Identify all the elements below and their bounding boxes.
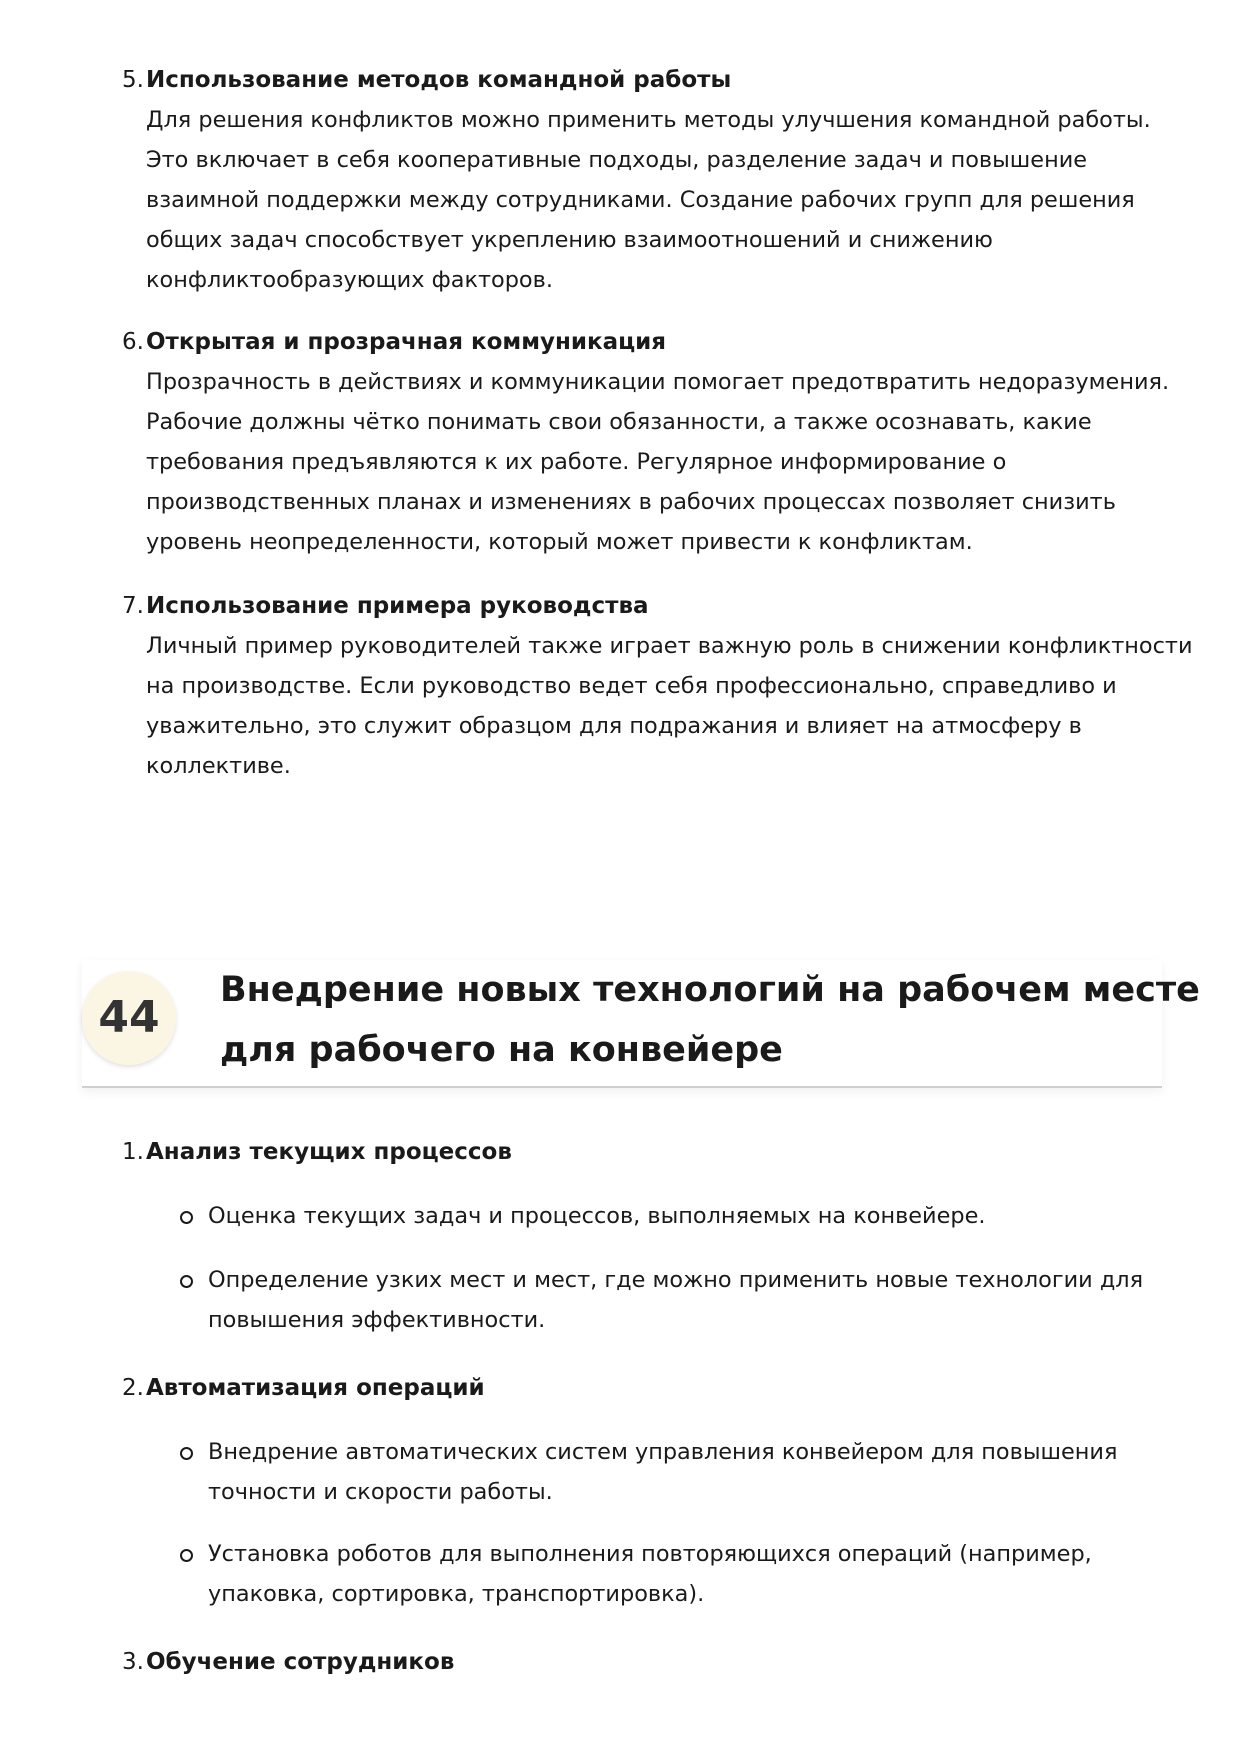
list-item-number: 5. <box>122 67 144 93</box>
list-item-title: Использование методов командной работы <box>146 67 732 93</box>
section-header <box>82 960 1200 1088</box>
circle-bullet-icon <box>180 1549 193 1562</box>
section-title-line: Внедрение новых технологий на рабочем месте <box>220 970 1200 1010</box>
list-item-number: 6. <box>122 329 144 355</box>
bullet-text <box>208 1534 1092 1614</box>
list-item-title: Открытая и прозрачная коммуникация <box>146 329 667 355</box>
list-item-number: 2. <box>122 1375 144 1401</box>
body-line: производственных планах и изменениях в рабочих процессах позволяет снизить <box>146 489 1116 515</box>
body-line: Личный пример руководителей также играет важную роль в снижении конфликтности <box>146 633 1193 659</box>
section-title-line: для рабочего на конвейере <box>220 1030 783 1070</box>
section-title <box>220 960 1200 1080</box>
body-line: требования предъявляются к их работе. Регулярное информирование о <box>146 449 1007 475</box>
bullet-line: Установка роботов для выполнения повторяющихся операций (например, <box>208 1541 1092 1567</box>
body-line: уровень неопределенности, который может привести к конфликтам. <box>146 529 973 555</box>
body-line: на производстве. Если руководство ведет себя профессионально, справедливо и <box>146 673 1117 699</box>
circle-bullet-icon <box>180 1447 193 1460</box>
circle-bullet-icon <box>180 1275 193 1288</box>
bullet-line: Определение узких мест и мест, где можно применить новые технологии для <box>208 1267 1144 1293</box>
list-item-body <box>146 626 1193 786</box>
bullet-line: повышения эффективности. <box>208 1307 546 1333</box>
bullet-line: упаковка, сортировка, транспортировка). <box>208 1581 705 1607</box>
body-line: общих задач способствует укреплению взаимоотношений и снижению <box>146 227 993 253</box>
list-item-number: 1. <box>122 1139 144 1165</box>
list-item-title: Использование примера руководства <box>146 593 649 619</box>
circle-bullet-icon <box>180 1211 193 1224</box>
section-number-badge: 44 <box>82 971 176 1065</box>
body-line: коллективе. <box>146 753 291 779</box>
list-item-body <box>146 362 1169 562</box>
bullet-text <box>208 1260 1143 1340</box>
list-item-title: Обучение сотрудников <box>146 1649 455 1675</box>
bullet-line: Оценка текущих задач и процессов, выполняемых на конвейере. <box>208 1203 986 1229</box>
body-line: Рабочие должны чётко понимать свои обязанности, а также осознавать, какие <box>146 409 1092 435</box>
list-item-number: 3. <box>122 1649 144 1675</box>
bullet-line: Внедрение автоматических систем управления конвейером для повышения <box>208 1439 1118 1465</box>
body-line: взаимной поддержки между сотрудниками. Создание рабочих групп для решения <box>146 187 1135 213</box>
list-item-title: Анализ текущих процессов <box>146 1139 512 1165</box>
body-line: уважительно, это служит образцом для подражания и влияет на атмосферу в <box>146 713 1082 739</box>
body-line: Это включает в себя кооперативные подходы, разделение задач и повышение <box>146 147 1088 173</box>
bullet-text <box>208 1196 986 1236</box>
bullet-text <box>208 1432 1117 1512</box>
bullet-line: точности и скорости работы. <box>208 1479 553 1505</box>
list-item-body <box>146 100 1151 300</box>
list-item-title: Автоматизация операций <box>146 1375 485 1401</box>
body-line: Для решения конфликтов можно применить методы улучшения командной работы. <box>146 107 1151 133</box>
body-line: конфликтообразующих факторов. <box>146 267 553 293</box>
list-item-number: 7. <box>122 593 144 619</box>
body-line: Прозрачность в действиях и коммуникации помогает предотвратить недоразумения. <box>146 369 1170 395</box>
